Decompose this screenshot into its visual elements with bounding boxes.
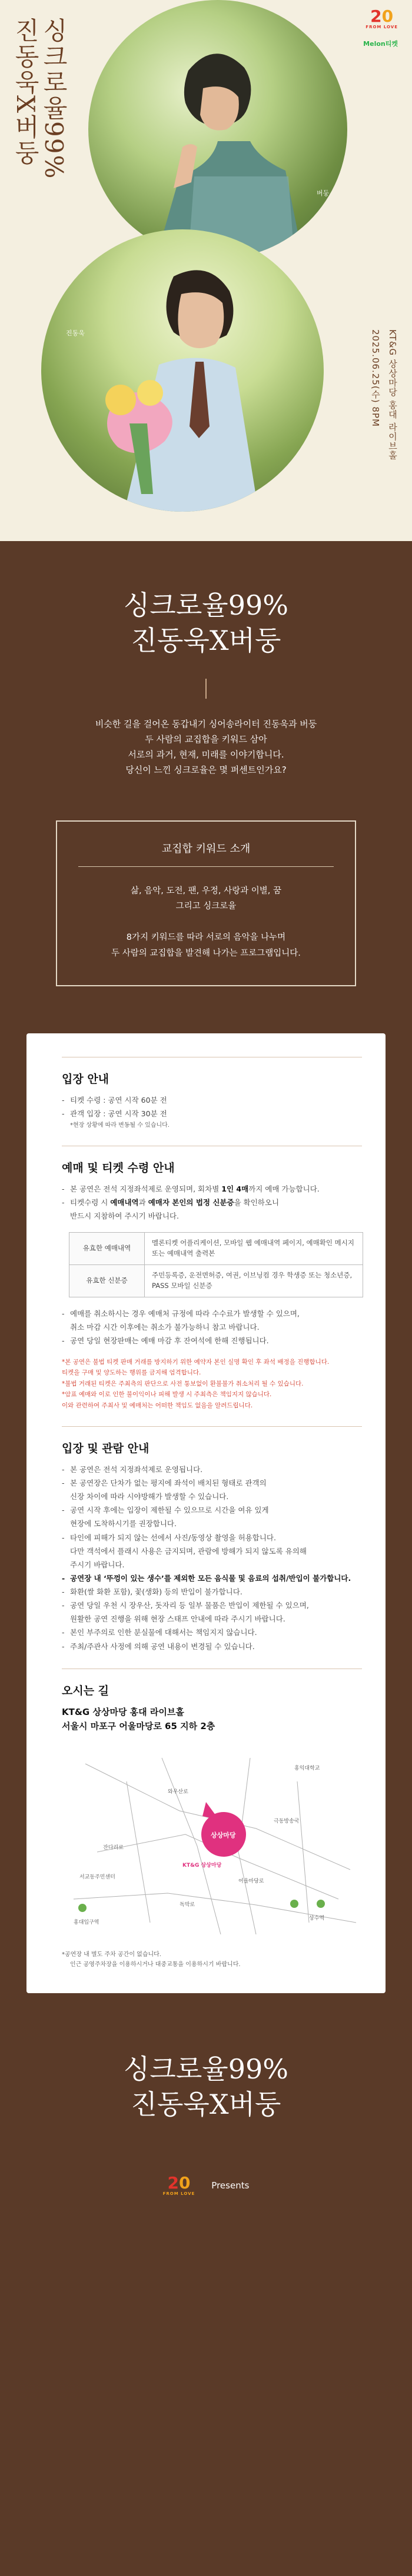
red-note: *불법 거래된 티켓은 주최측의 판단으로 사전 통보없이 환불불가 취소처리 될 수 있습니다.: [62, 1380, 304, 1387]
anniversary-logo: [366, 8, 398, 29]
keyword-box: [56, 820, 356, 986]
rule-item: - 공연 시작 후에는 입장이 제한될 수 있으므로 시간을 여유 있게: [62, 1503, 362, 1517]
info-card: [26, 1033, 386, 1993]
table-head: 유효한 신분증: [69, 1265, 145, 1297]
keyword-title: 교집합 키워드 소개: [161, 842, 251, 855]
entry-item: - 관객 입장 : 공연 시작 30분 전: [62, 1107, 362, 1120]
footer-title: [0, 2052, 412, 2123]
intro-line: 비슷한 길을 걸어온 동갑내기 싱어송라이터 진동욱과 버둥: [95, 718, 317, 729]
poster: [0, 0, 412, 541]
footer-logo-digit-0: 0: [178, 2173, 191, 2193]
red-note: *암표 예매와 이로 인한 불이익이나 피해 발생 시 주최측은 책임지지 않습니다.: [62, 1391, 272, 1399]
keyword-divider: [78, 866, 334, 867]
main-title-line-1: 싱크로율99%: [124, 589, 288, 621]
info-card-wrapper: [0, 1010, 412, 2028]
person-label-jindongwook: 진동욱: [66, 329, 85, 337]
ticket-requirements-table: [69, 1232, 363, 1297]
photo-jindongwook: [41, 229, 324, 512]
table-row: [69, 1233, 363, 1265]
poster-date: 2025.06.25(수) 8PM: [370, 329, 381, 427]
venue-address: 서울시 마포구 어울마당로 65 지하 2층: [62, 1720, 215, 1731]
ticket-item: [62, 1196, 362, 1209]
footer: [0, 2028, 412, 2232]
rule-item: - 타인에 피해가 되지 않는 선에서 사진/동영상 촬영을 허용합니다.: [62, 1531, 362, 1544]
table-row: [69, 1265, 363, 1297]
intro-line: 서로의 과거, 현재, 미래를 이야기합니다.: [128, 749, 284, 760]
poster-vertical-title: [13, 18, 66, 179]
logo-digit-2: 2: [370, 6, 382, 26]
rule-item-cont: 다만 객석에서 플래시 사용은 금지되며, 관람에 방해가 되지 않도록 유의해: [70, 1546, 307, 1556]
section-rule: [62, 1426, 362, 1427]
poster-venue: KT&G 상상마당 홍대 라이브홀: [387, 329, 398, 461]
rule-item: - 공연 당일 우천 시 장우산, 돗자리 등 일부 물품은 반입이 제한될 수 있으며,: [62, 1599, 362, 1612]
ticket-text: 반드시 지참하여 주시기 바랍니다.: [62, 1209, 179, 1223]
ticket-text: 을 확인하오니: [234, 1198, 280, 1207]
red-note: 이와 관련하여 주최사 및 예매처는 어떠한 책임도 없음을 알려드립니다.: [62, 1402, 253, 1409]
ticket-text: 과: [138, 1198, 148, 1207]
poster-title-col-1: 싱크로율99%: [39, 18, 68, 180]
map-label: 홍대입구역: [74, 1919, 99, 1926]
footer-title-line-2: 진동욱X버둥: [131, 2088, 281, 2120]
rule-item-cont: 신장 차이에 따라 시야방해가 발생할 수 있습니다.: [70, 1492, 229, 1501]
rule-item: - 본 공연장은 단차가 없는 평지에 좌석이 배치된 형태로 관객의: [62, 1476, 362, 1490]
intro-line: 두 사람의 교집합을 키워드 삼아: [145, 733, 267, 745]
map-label: 상수역: [309, 1915, 325, 1921]
ticket-item: - 공연 당일 현장판매는 예매 마감 후 잔여석에 한해 진행됩니다.: [62, 1334, 362, 1347]
poster-vertical-info: [370, 329, 399, 460]
logo-subtext: FROM LOVE: [366, 25, 398, 29]
map-label: 잔다리로: [103, 1844, 124, 1851]
intro-section: [0, 541, 412, 1010]
person-figure-2: [41, 229, 324, 512]
rule-item: - 공연장 내 ‘뚜껑이 있는 생수’를 제외한 모든 음식물 및 음료의 섭취/반입이 불가합니다.: [62, 1571, 362, 1585]
entry-note: *현장 상황에 따라 변동될 수 있습니다.: [70, 1122, 170, 1129]
person-label-burdung: 버둥: [317, 189, 330, 197]
rule-item-cont: 현장에 도착하시기를 권장합니다.: [70, 1519, 177, 1529]
way-note: 인근 공영주차장을 이용하시거나 대중교통을 이용하시기 바랍니다.: [70, 1961, 241, 1968]
map-label: 서교동주민센터: [79, 1874, 115, 1880]
venue-name: KT&G 상상마당 홍대 라이브홀: [62, 1706, 184, 1717]
logo-digit-0: 0: [381, 6, 394, 26]
ticket-bold: 1인 4매: [221, 1184, 249, 1194]
presents-row: [0, 2175, 412, 2196]
footer-title-line-1: 싱크로율99%: [124, 2053, 288, 2085]
map-label: 독막로: [180, 1901, 195, 1908]
ticket-text: 본 공연은 전석 지정좌석제로 운영되며, 회차별: [70, 1184, 222, 1194]
ticket-text: 티켓수령 시: [70, 1198, 111, 1207]
keyword-line: 8가지 키워드를 따라 서로의 음악을 나누며: [126, 933, 286, 943]
main-title-line-2: 진동욱X버둥: [131, 624, 281, 656]
rule-item: - 본인 부주의로 인한 분실물에 대해서는 책임지지 않습니다.: [62, 1626, 362, 1639]
map-label: 극동방송국: [274, 1818, 300, 1824]
rules-title: 입장 및 관람 안내: [62, 1442, 149, 1455]
rule-item: - 화환(쌀 화환 포함), 꽃(생화) 등의 반입이 불가합니다.: [62, 1585, 362, 1599]
red-note: 티켓을 구매 및 양도하는 행위를 금지해 엄격합니다.: [62, 1369, 201, 1377]
photo-burdung: [88, 0, 347, 259]
footer-logo-subtext: FROM LOVE: [162, 2191, 195, 2197]
table-cell: 멜론티켓 어플리케이션, 모바일 웹 예매내역 페이지, 예매확인 메시지 또는 예매내역 출력본: [145, 1233, 363, 1265]
rule-item-cont: 원활한 공연 진행을 위해 현장 스태프 안내에 따라 주시기 바랍니다.: [70, 1614, 285, 1624]
main-title: [0, 588, 412, 659]
location-map: [62, 1746, 362, 1940]
footer-anniversary-logo: [163, 2175, 195, 2196]
red-note: *본 공연은 불법 티켓 판매 거래를 방지하기 위한 예약자 본인 실명 확인 후 좌석 배정을 진행합니다.: [62, 1359, 330, 1366]
rule-item-cont: 주시기 바랍니다.: [70, 1560, 125, 1569]
entry-item: - 티켓 수령 : 공연 시작 60분 전: [62, 1093, 362, 1107]
rule-item: - 주최/주관사 사정에 의해 공연 내용이 변경될 수 있습니다.: [62, 1640, 362, 1653]
intro-line: 당신이 느낀 싱크로율은 몇 퍼센트인가요?: [125, 765, 287, 776]
ticket-item: [62, 1182, 362, 1196]
melon-ticket-logo: Melon티켓: [363, 40, 398, 48]
entry-title: 입장 안내: [62, 1072, 109, 1086]
presents-text: Presents: [211, 2180, 250, 2191]
ticket-bold: 예매내역: [110, 1198, 139, 1207]
way-title: 오시는 길: [62, 1684, 109, 1697]
map-label: KT&G 상상마당: [182, 1862, 222, 1868]
table-cell: 주민등록증, 운전면허증, 여권, 이브닝컴 경우 학생증 또는 청소년증, PASS 모바일 신분증: [145, 1265, 363, 1297]
red-notes: [62, 1357, 362, 1411]
map-venue-label: 상상마당: [211, 1831, 236, 1839]
poster-title-col-2: 진동욱X버둥: [11, 18, 40, 166]
map-label: 홍익대학교: [294, 1765, 320, 1771]
keyword-line: 두 사람의 교집합을 발견해 나가는 프로그램입니다.: [111, 949, 301, 959]
map-label: 와우산로: [168, 1788, 188, 1795]
footer-logo-digit-2: 2: [167, 2173, 179, 2193]
rule-item: - 본 공연은 전석 지정좌석제로 운영됩니다.: [62, 1463, 362, 1476]
way-note: *공연장 내 별도 주차 공간이 없습니다.: [62, 1951, 161, 1958]
person-figure-1: [88, 0, 347, 259]
ticket-item: - 예매를 취소하시는 경우 예매처 규정에 따라 수수료가 발생할 수 있으며,: [62, 1307, 362, 1320]
keyword-line: 그리고 싱크로율: [175, 902, 237, 912]
table-head: 유효한 예매내역: [69, 1233, 145, 1265]
ticket-text: 까지 예매 가능합니다.: [248, 1184, 320, 1194]
ticket-bold: 예매자 본인의 법정 신분증: [148, 1198, 234, 1207]
map-label: 어울마당로: [238, 1878, 264, 1884]
ticket-item-cont: 취소 마감 시간 이후에는 취소가 불가능하니 참고 바랍니다.: [70, 1322, 260, 1332]
ticket-item-cont: [62, 1209, 362, 1223]
intro-text: [0, 716, 412, 778]
divider: [205, 679, 207, 699]
keyword-line: 삶, 음악, 도전, 팬, 우정, 사랑과 이별, 꿈: [130, 886, 281, 896]
ticket-title: 예매 및 티켓 수령 안내: [62, 1162, 175, 1175]
